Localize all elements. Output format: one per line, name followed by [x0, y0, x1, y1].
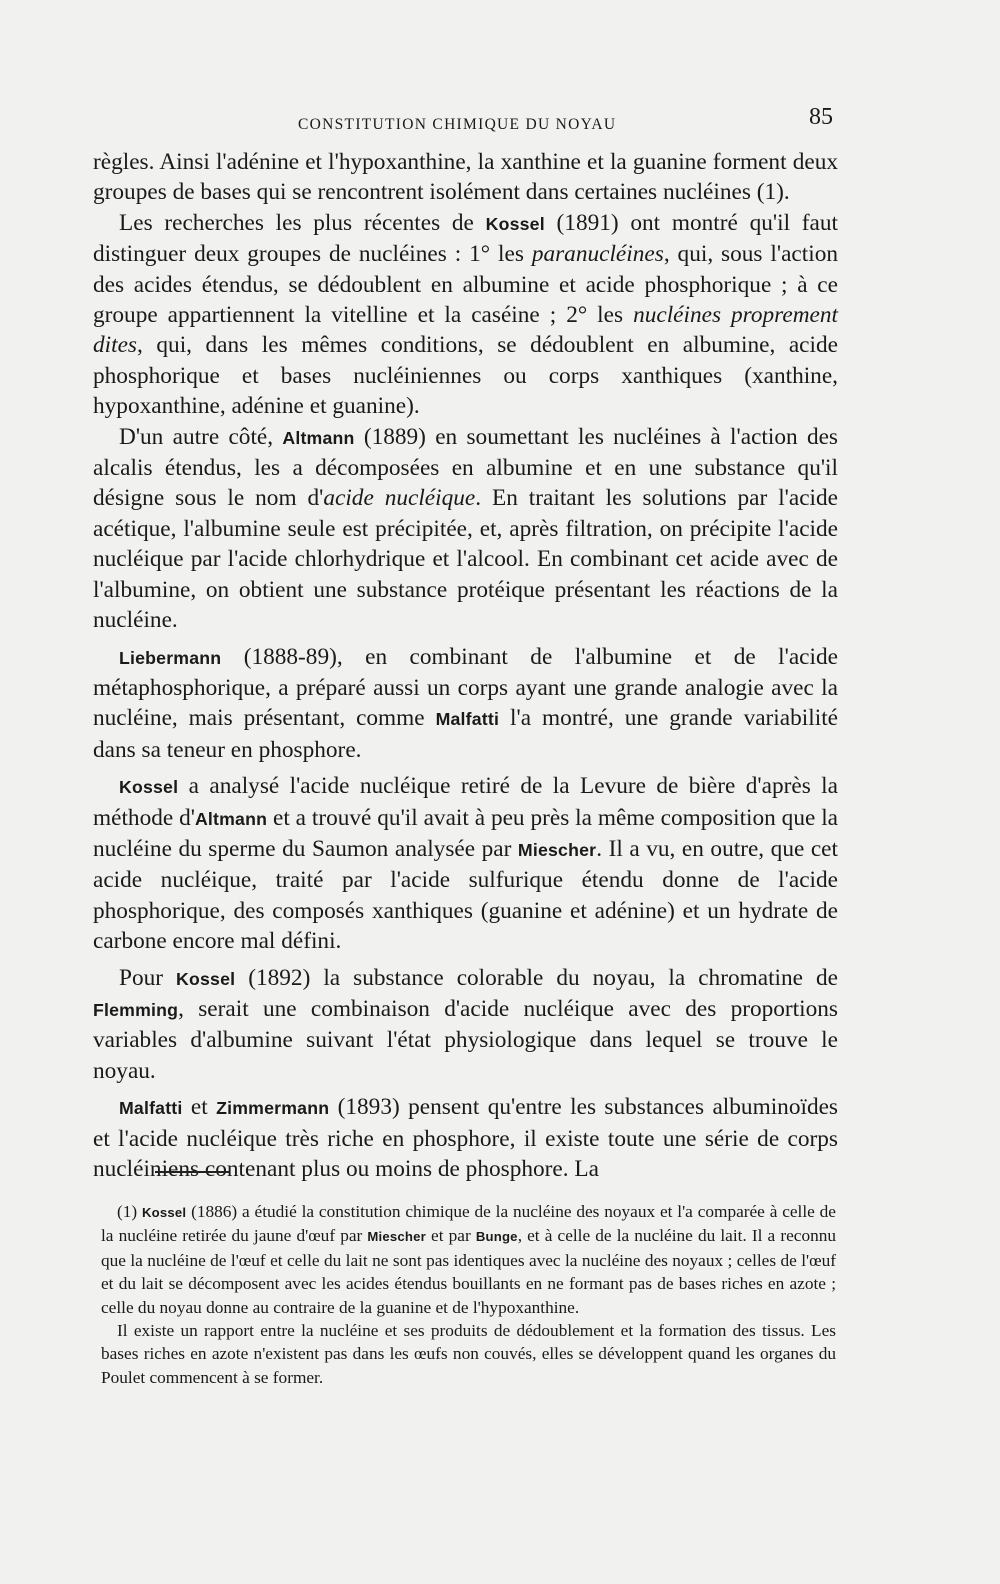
author-name: Miescher [367, 1229, 426, 1245]
text-run: , et à celle de la nucléine du lait. Il a reconnu que la nucléine de l'œuf et celle du lait ne sont pas identiques avec la nucléine des noyaux ; celles de l'œuf et du lait se décomposent avec les acides étendus bouillants en ne formant pas de bases riches en azote ; celle du noyau donne au contraire de la guanine et de l'hypoxanthine. [101, 1226, 837, 1317]
text-run: l'a montré, une grande variabilité dans sa teneur en phosphore. [93, 705, 839, 763]
text-run: (1886) a étudié la constitution chimique de la nucléine des noyaux et l'a comparée à celle de la nucléine retirée du jaune d'œuf par [101, 1202, 836, 1246]
text-run: et a trouvé qu'il avait à peu près la même composition que la nucléine du sperme du Saumon analysée par [93, 804, 839, 862]
author-name: Altmann [282, 427, 355, 448]
paragraph-3 [93, 422, 838, 636]
italic-term: nucléines proprement dites [93, 302, 839, 359]
italic-term: acide nucléique [323, 485, 476, 512]
footnote-1 [101, 1200, 836, 1319]
paragraph-5 [93, 771, 838, 956]
text-run: et [182, 1094, 217, 1121]
text-run: (1888-89), en combinant de l'albumine et de l'acide métaphosphorique, a préparé aussi un corps ayant une grande analogie avec la nucléine, mais présentant, comme [93, 643, 838, 732]
paragraph-1: règles. Ainsi l'adénine et l'hypoxanthine, la xanthine et la guanine forment deux groupes de bases qui se rencontrent isolément dans certaines nucléines (1). [93, 149, 838, 206]
page-number: 85 [809, 104, 833, 130]
author-name: Malfatti [435, 709, 500, 730]
text-run: et par [425, 1226, 476, 1246]
italic-term: paranucléines [531, 241, 664, 268]
author-name: Flemming [93, 999, 179, 1020]
text-run: D'un autre côté, [119, 423, 283, 450]
paragraph-2 [93, 208, 838, 422]
author-name: Kossel [142, 1205, 187, 1220]
body-text [93, 147, 838, 1184]
author-name: Miescher [517, 839, 597, 860]
page-header [0, 104, 1000, 144]
text-run: , serait une combinaison d'acide nucléique avec des proportions variables d'albumine suivant l'état physiologique dans lequel se trouve le noyau. [93, 995, 838, 1084]
text-run: a analysé l'acide nucléique retiré de la Levure de bière d'après la méthode d' [93, 773, 838, 831]
text-run: (1891) ont montré qu'il faut distinguer deux groupes de nucléines : 1° les [93, 209, 838, 268]
paragraph-6 [93, 963, 838, 1087]
running-title: CONSTITUTION CHIMIQUE DU NOYAU [298, 116, 617, 133]
author-name: Altmann [194, 808, 268, 829]
text-run: (1892) la substance colorable du noyau, la chromatine de [235, 964, 838, 991]
footnotes [101, 1200, 836, 1389]
author-name: Kossel [485, 213, 545, 234]
author-name: Malfatti [119, 1098, 183, 1119]
author-name: Kossel [176, 968, 236, 989]
text-run: . Il a vu, en outre, que cet acide nucléique, traité par l'acide sulfurique étendu donne de l'acide phosphorique, des composés xanthiques (guanine et adénine) et un hydrate de carbone encore mal défini. [93, 835, 838, 955]
author-name: Bunge [475, 1229, 518, 1245]
footnote-2: Il existe un rapport entre la nucléine et ses produits de dédoublement et la formation des tissus. Les bases riches en azote n'existent pas dans les œufs non couvés, elles se développent quand les organes du Poulet commencent à se former. [101, 1321, 836, 1387]
footnote-rule [155, 1171, 229, 1173]
author-name: Kossel [119, 777, 179, 798]
text-run: (1893) pensent qu'entre les substances albuminoïdes et l'acide nucléique très riche en phosphore, il existe toute une série de corps nucléiniens contenant plus ou moins de phosphore. La [93, 1094, 838, 1182]
text-run: Les recherches les plus récentes de [119, 209, 486, 236]
author-name: Liebermann [119, 647, 222, 668]
text-run: (1889) en soumettant les nucléines à l'action des alcalis étendus, les a décomposées en albumine et en une substance qu'il désigne sous le nom d' [93, 423, 838, 512]
text-run: Pour [119, 964, 177, 991]
author-name: Zimmermann [216, 1098, 330, 1119]
text-run: , qui, dans les mêmes conditions, se dédoublent en albumine, acide phosphorique et bases nucléiniennes ou corps xanthiques (xanthine, hypoxanthine, adénine et guanine). [93, 332, 838, 420]
paragraph-4 [93, 642, 838, 766]
text-run: , qui, sous l'action des acides étendus, se dédoublent en albumine et acide phosphorique ; à ce groupe appartiennent la vitelline et la caséine ; 2° les [93, 241, 838, 329]
footnote-marker: (1) [117, 1202, 142, 1221]
text-run: . En traitant les solutions par l'acide acétique, l'albumine seule est précipitée, et, après filtration, on précipite l'acide nucléique par l'acide chlorhydrique et l'alcool. En combinant cet acide avec de l'albumine, on obtient une substance protéique présentant les réactions de la nucléine. [93, 485, 839, 634]
